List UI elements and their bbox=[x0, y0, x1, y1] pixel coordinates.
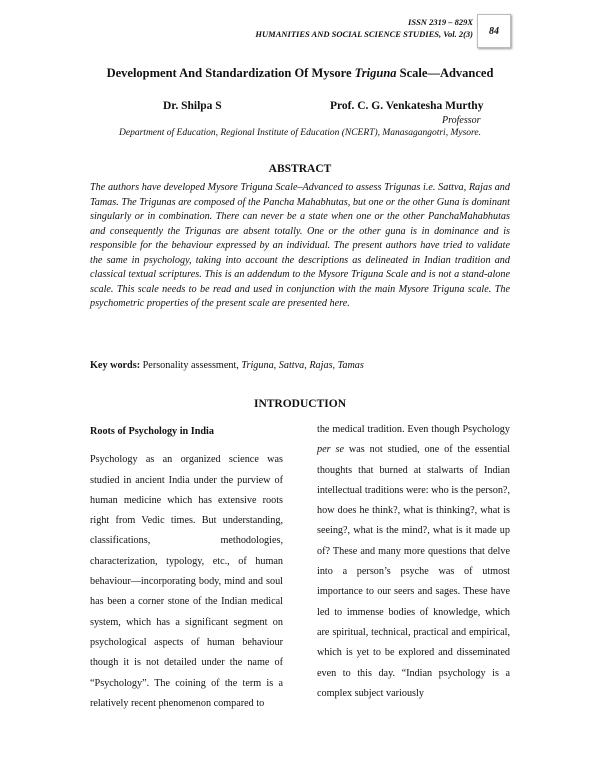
right-text-part-1: the medical tradition. Even though Psychology bbox=[317, 424, 510, 435]
introduction-heading: INTRODUCTION bbox=[253, 398, 346, 410]
page-number-box bbox=[477, 14, 511, 48]
left-column bbox=[90, 420, 283, 714]
journal-name: HUMANITIES AND SOCIAL SCIENCE STUDIES, Vol. 2(3) bbox=[255, 29, 473, 39]
title-part-1: Development And Standardization Of Mysore bbox=[106, 66, 355, 80]
author-2: Prof. C. G. Venkatesha Murthy bbox=[330, 100, 484, 112]
journal-header bbox=[255, 16, 473, 40]
right-column-text bbox=[317, 420, 510, 704]
title-part-2: Scale—Advanced bbox=[396, 66, 494, 80]
page-number: 84 bbox=[489, 25, 499, 37]
section-heading: Roots of Psychology in India bbox=[90, 426, 214, 437]
affiliation: Department of Education, Regional Institute of Education (NCERT), Manasagangotri, Mysore. bbox=[119, 128, 481, 138]
author-2-role: Professor bbox=[442, 115, 481, 126]
paper-title bbox=[0, 66, 600, 81]
keywords-plain: Personality assessment, bbox=[140, 360, 242, 371]
right-column bbox=[317, 420, 510, 704]
keywords-terms: Triguna, Sattva, Rajas, Tamas bbox=[241, 360, 364, 371]
left-column-text: Psychology as an organized science was studied in ancient India under the purview of human medicine which has extensive roots right from Vedic times. But understanding, classifications, methodologies, characterization, typology, etc., of human behaviour—incorporating body, mind and soul has been a corner stone of the Indian medical system, which has a significant segment on psychological aspects of human behaviour though it is not detailed under the name of “Psychology”. The coining of the term is a relatively recent phenomenon compared to bbox=[90, 454, 283, 709]
keywords-line bbox=[90, 360, 510, 371]
keywords-label: Key words: bbox=[90, 360, 141, 371]
title-italic-term: Triguna bbox=[354, 66, 397, 80]
abstract-text: The authors have developed Mysore Triguna Scale–Advanced to assess Trigunas i.e. Sattva, Rajas and Tamas. The Trigunas are composed of the Pancha Mahabhutas, but one or the other Guna is dominant singularly or in combination. There can never be a state when one or the other PanchaMahabhutas and consequently the Trigunas are absent totally. One or the other guna is in dominance and is responsible for the behaviour expressed by an individual. The present authors have tried to validate the same in psychology, taking into account the descriptions as delineated in Indian tradition and classical textual scriptures. This is an addendum to the Mysore Triguna Scale and is not a stand-alone scale. This scale needs to be read and used in conjunction with the main Mysore Triguna scale. The psychometric properties of the present scale are presented here. bbox=[90, 182, 510, 309]
abstract-heading: ABSTRACT bbox=[268, 163, 332, 175]
right-text-part-2: was not studied, one of the essential thoughts that burned at stalwarts of Indian intellectual traditions were: who is the person?, how does he think?, what is thinking?, what is seeing?, what is the mind?, what is it made up of? These and many more questions that delve into a person’s psyche was of utmost importance to our seers and sages. These have led to immense bodies of knowledge, which are spiritual, technical, practical and empirical, which is yet to be explored and disseminated even to this day. “Indian psychology is a complex subject variously bbox=[317, 444, 510, 699]
author-1: Dr. Shilpa S bbox=[163, 100, 222, 112]
issn-text: ISSN 2319 – 829X bbox=[408, 17, 473, 27]
right-text-italic: per se bbox=[317, 444, 344, 456]
